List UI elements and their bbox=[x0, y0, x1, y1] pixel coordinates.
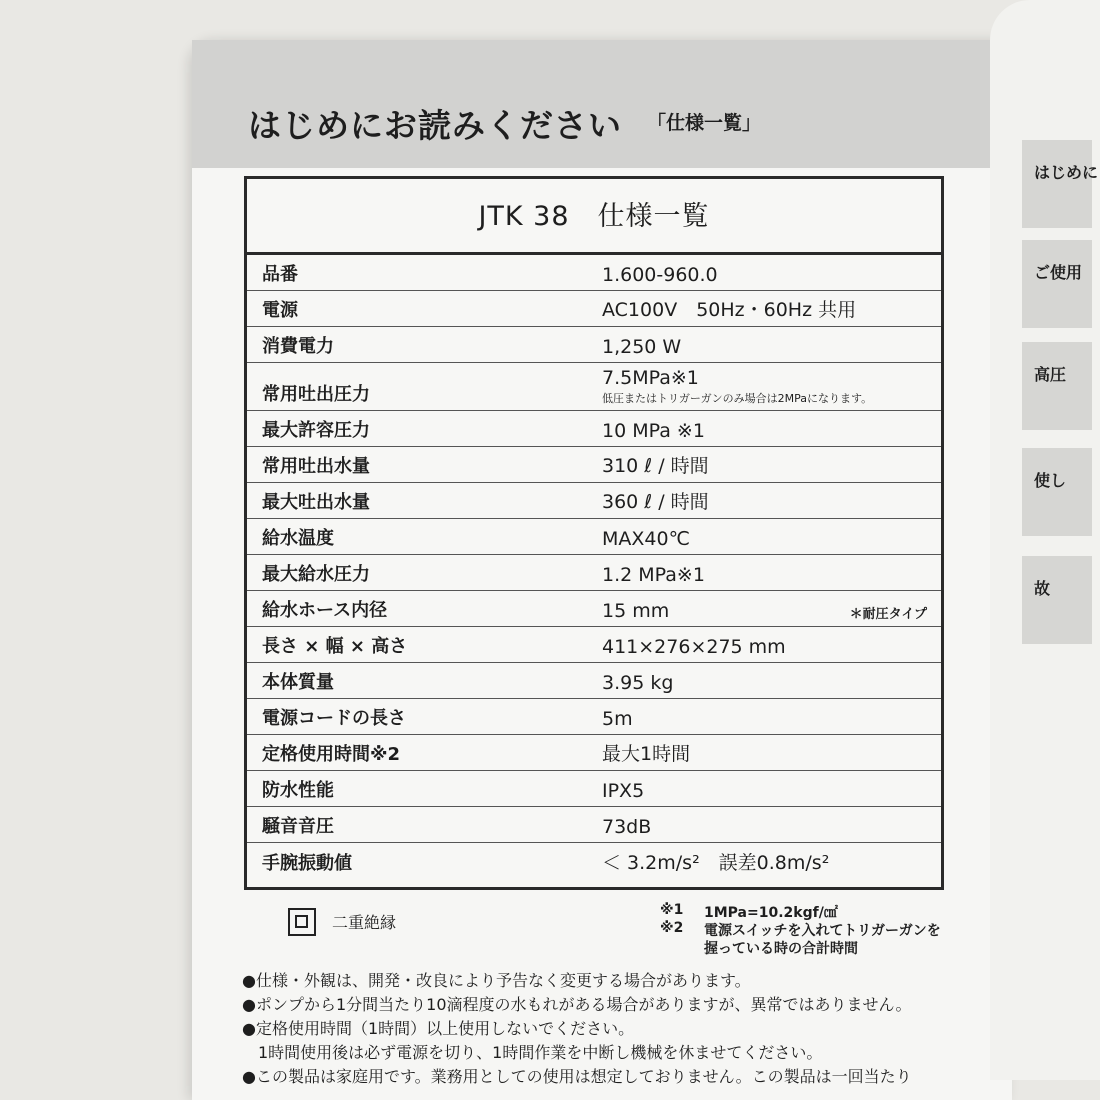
spec-row bbox=[247, 843, 941, 879]
spec-value: 15 mm bbox=[602, 600, 670, 622]
side-tab bbox=[1022, 342, 1092, 430]
spec-value: 411×276×275 mm bbox=[602, 636, 786, 658]
footnote-2-line2: 握っている時の合計時間 bbox=[704, 941, 858, 957]
spec-row bbox=[247, 699, 941, 735]
spec-label: 本体質量 bbox=[262, 672, 334, 693]
spec-row bbox=[247, 363, 941, 411]
spec-label: 最大吐出水量 bbox=[262, 492, 370, 513]
side-tab-label: 高圧 bbox=[1034, 365, 1067, 384]
spec-label: 給水温度 bbox=[262, 528, 334, 549]
spec-value: IPX5 bbox=[602, 780, 645, 802]
spec-label: 最大許容圧力 bbox=[262, 420, 370, 441]
spec-row bbox=[247, 483, 941, 519]
note-item: 1時間使用後は必ず電源を切り、1時間作業を中断し機械を休ませてください。 bbox=[242, 1043, 823, 1062]
spec-row bbox=[247, 771, 941, 807]
double-insulation-icon bbox=[288, 908, 316, 936]
spec-label: 給水ホース内径 bbox=[262, 600, 388, 621]
double-insulation-label: 二重絶縁 bbox=[332, 913, 397, 932]
footnote-1-mark: ※1 bbox=[660, 902, 684, 918]
spec-row bbox=[247, 255, 941, 291]
spec-value: 3.95 kg bbox=[602, 672, 674, 694]
spec-value: 最大1時間 bbox=[602, 743, 691, 765]
spec-label: 最大給水圧力 bbox=[262, 564, 370, 585]
spec-value: AC100V 50Hz・60Hz 共用 bbox=[602, 299, 857, 321]
spec-row bbox=[247, 291, 941, 327]
spec-label: 騒音音圧 bbox=[262, 816, 334, 837]
spec-value: ＜ 3.2m/s² 誤差0.8m/s² bbox=[602, 852, 830, 874]
spec-row bbox=[247, 327, 941, 363]
side-tab-label: ご使用 bbox=[1034, 263, 1083, 282]
spec-value: 1,250 W bbox=[602, 336, 682, 358]
spec-row bbox=[247, 519, 941, 555]
side-tab-label: はじめに bbox=[1034, 163, 1099, 182]
spec-table-title: JTK 38 仕様一覧 bbox=[247, 179, 941, 255]
spec-row bbox=[247, 411, 941, 447]
spec-row bbox=[247, 807, 941, 843]
spec-value: 1.600-960.0 bbox=[602, 264, 718, 286]
spec-label: 定格使用時間※2 bbox=[262, 744, 401, 765]
side-tab-label: 使し bbox=[1034, 471, 1067, 490]
footnote-1-text: 1MPa=10.2kgf/㎠ bbox=[704, 905, 838, 921]
side-tab bbox=[1022, 140, 1099, 228]
spec-row bbox=[247, 663, 941, 699]
note-item: ●仕様・外観は、開発・改良により予告なく変更する場合があります。 bbox=[242, 971, 751, 990]
spec-table bbox=[244, 176, 944, 890]
spec-row bbox=[247, 591, 941, 627]
manual-page bbox=[192, 40, 1012, 1100]
spec-label: 長さ × 幅 × 高さ bbox=[262, 636, 408, 657]
spec-label: 常用吐出圧力 bbox=[262, 384, 370, 405]
side-tab-label: 故 bbox=[1034, 579, 1051, 598]
spec-label: 消費電力 bbox=[262, 336, 334, 357]
spec-value: 10 MPa ※1 bbox=[602, 420, 705, 442]
spec-value: 310 ℓ / 時間 bbox=[602, 455, 709, 477]
spec-label: 電源コードの長さ bbox=[262, 708, 406, 729]
side-tab bbox=[1022, 240, 1092, 328]
spec-value: MAX40℃ bbox=[602, 528, 690, 550]
spec-value: 73dB bbox=[602, 816, 652, 838]
side-tab bbox=[1022, 556, 1092, 644]
spec-label: 常用吐出水量 bbox=[262, 456, 370, 477]
spec-label: 手腕振動値 bbox=[262, 853, 352, 874]
note-item: ●ポンプから1分間当たり10滴程度の水もれがある場合がありますが、異常ではありません。 bbox=[242, 995, 912, 1014]
spec-value: 360 ℓ / 時間 bbox=[602, 491, 709, 513]
spec-value: 5m bbox=[602, 708, 633, 730]
spec-row bbox=[247, 627, 941, 663]
spec-value: 1.2 MPa※1 bbox=[602, 564, 705, 586]
note-item: ●定格使用時間（1時間）以上使用しないでください。 bbox=[242, 1019, 635, 1038]
spec-aside: ＊耐圧タイプ bbox=[849, 607, 927, 622]
footnote-2-line1: 電源スイッチを入れてトリガーガンを bbox=[704, 923, 941, 939]
spec-label: 電源 bbox=[262, 300, 298, 321]
spec-row bbox=[247, 555, 941, 591]
page-subtitle: 「仕様一覧」 bbox=[647, 112, 762, 134]
side-tab bbox=[1022, 448, 1092, 536]
spec-row bbox=[247, 735, 941, 771]
spec-row bbox=[247, 447, 941, 483]
spec-label: 品番 bbox=[262, 264, 298, 285]
spec-note: 低圧またはトリガーガンのみ場合は2MPaになります。 bbox=[602, 392, 873, 405]
spec-label: 防水性能 bbox=[262, 780, 334, 801]
spec-value: 7.5MPa※1 bbox=[602, 367, 699, 389]
footnote-2-mark: ※2 bbox=[660, 920, 684, 936]
page-title: はじめにお読みください bbox=[248, 106, 622, 145]
note-item: ●この製品は家庭用です。業務用としての使用は想定しておりません。この製品は一回当たり bbox=[242, 1067, 912, 1086]
